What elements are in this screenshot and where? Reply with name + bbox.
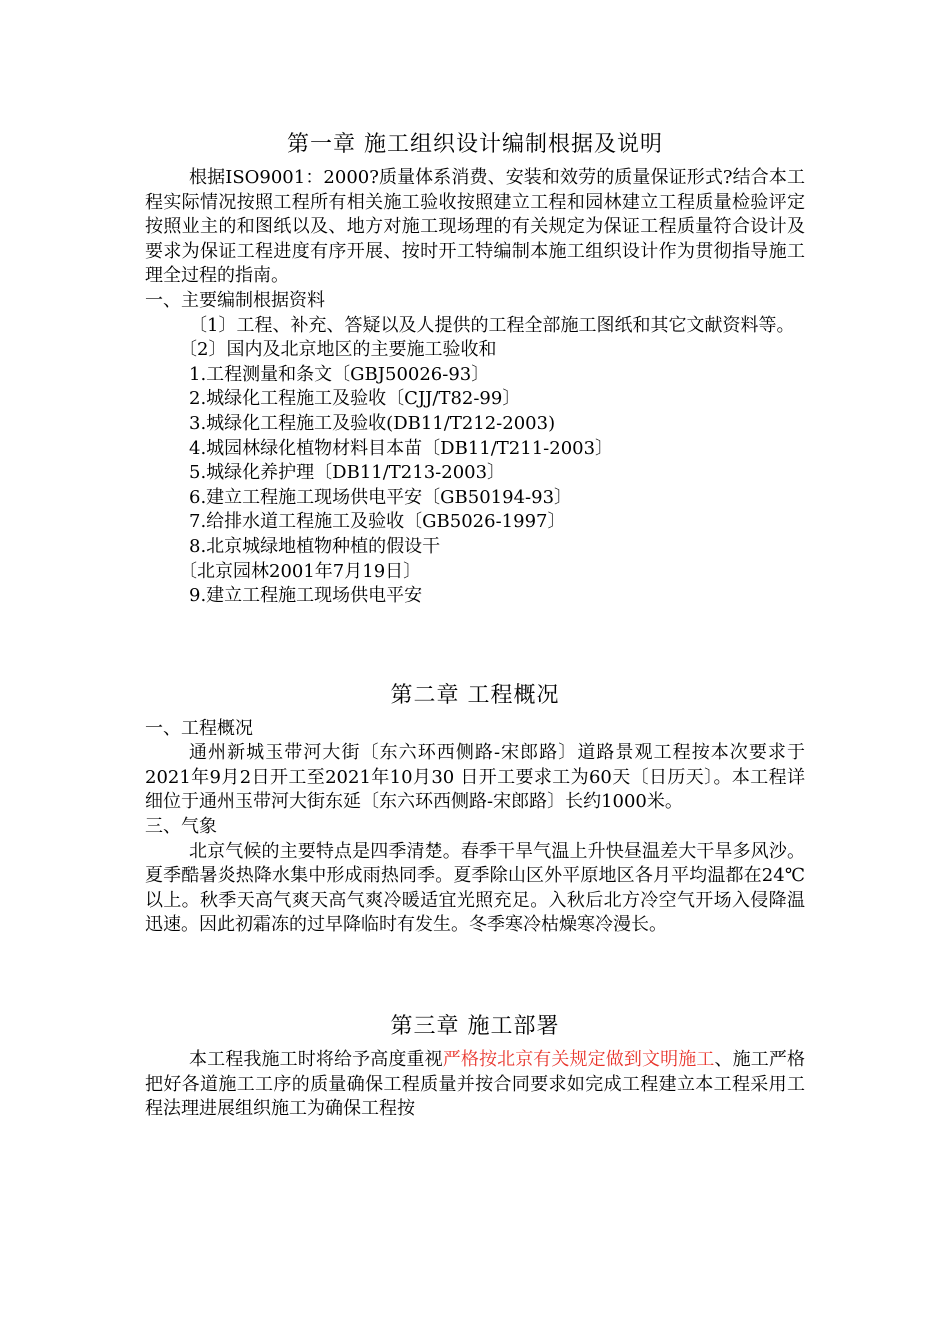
chapter3-title: 第三章 施工部署: [390, 1014, 560, 1040]
standard-item: 8.北京城绿地植物种植的假设干: [189, 535, 441, 557]
chapter1-item2: 〔2〕国内及北京地区的主要施工验收和: [179, 339, 497, 361]
standard-item: 4.城园林绿化植物材料目本苗〔DB11/T211-2003〕: [189, 437, 614, 459]
spacer: [145, 609, 805, 679]
standards-list: [145, 363, 805, 560]
chapter2-section1-text: 通州新城玉带河大街〔东六环西侧路-宋郎路〕道路景观工程按本次要求于2021年9月2日开工至2021年10月30 日开工要求工为60天〔日历天〕。本工程详细位于通州玉带河大街东延〔东六环西侧路-宋郎路〕长约1000米。: [145, 742, 805, 813]
standard-item: 1.工程测量和条文〔GBJ50026-93〕: [189, 363, 490, 385]
chapter1-intro: 根据ISO9001：2000?质量体系消费、安装和效劳的质量保证形式?结合本工程实际情况按照工程所有相关施工验收按照建立工程和园林建立工程质量检验评定按照业主的和图纸以及、地方对施工现场理的有关规定为保证工程质量符合设计及要求为保证工程进度有序开展、按时开工特编制本施工组织设计作为贯彻指导施工理全过程的指南。: [145, 167, 805, 287]
standard-item: 3.城绿化工程施工及验收(DB11/T212-2003): [189, 412, 556, 434]
chapter3-text-after: 、施工严格把好各道施工工序的质量确保工程质量并按合同要求如完成工程建立本工程采用工程法理进展组织施工为确保工程按: [145, 1049, 806, 1120]
chapter3-text: [145, 1048, 805, 1122]
standard8-sub: 〔北京园林2001年7月19日〕: [179, 560, 422, 582]
chapter2-title: 第二章 工程概况: [390, 682, 560, 708]
standard-item: 2.城绿化工程施工及验收〔CJJ/T82-99〕: [189, 388, 521, 410]
chapter2-section3-text: 北京气候的主要特点是四季清楚。春季干旱气温上升快昼温差大干旱多风沙。夏季酷暑炎热降水集中形成雨热同季。夏季除山区外平原地区各月平均温都在24℃以上。秋季天高气爽天高气爽冷暖适宜光照充足。入秋后北方冷空气开场入侵降温迅速。因此初霜冻的过早降临时有发生。冬季寒冷枯燥寒冷漫长。: [145, 840, 805, 936]
chapter1-item1: 〔1〕工程、补充、答疑以及人提供的工程全部施工图纸和其它文献资料等。: [189, 314, 795, 336]
chapter3-text-highlight: 严格按北京有关规定做到文明施工: [442, 1049, 715, 1071]
standard-item-9: 9.建立工程施工现场供电平安: [189, 585, 423, 607]
standard-item: 7.给排水道工程施工及验收〔GB5026-1997〕: [189, 511, 566, 533]
chapter1-section1-heading: 一、主要编制根据资料: [145, 289, 325, 311]
standard-item: 5.城绿化养护理〔DB11/T213-2003〕: [189, 462, 506, 484]
chapter3-text-before: 本工程我施工时将给予高度重视: [189, 1049, 443, 1071]
chapter2-section1-heading: 一、工程概况: [145, 717, 253, 739]
chapter1-title: 第一章 施工组织设计编制根据及说明: [287, 132, 663, 157]
document-page: [145, 128, 805, 1122]
spacer: [145, 938, 805, 1010]
chapter2-section3-heading: 三、气象: [145, 816, 217, 838]
standard-item: 6.建立工程施工现场供电平安〔GB50194-93〕: [189, 486, 573, 508]
